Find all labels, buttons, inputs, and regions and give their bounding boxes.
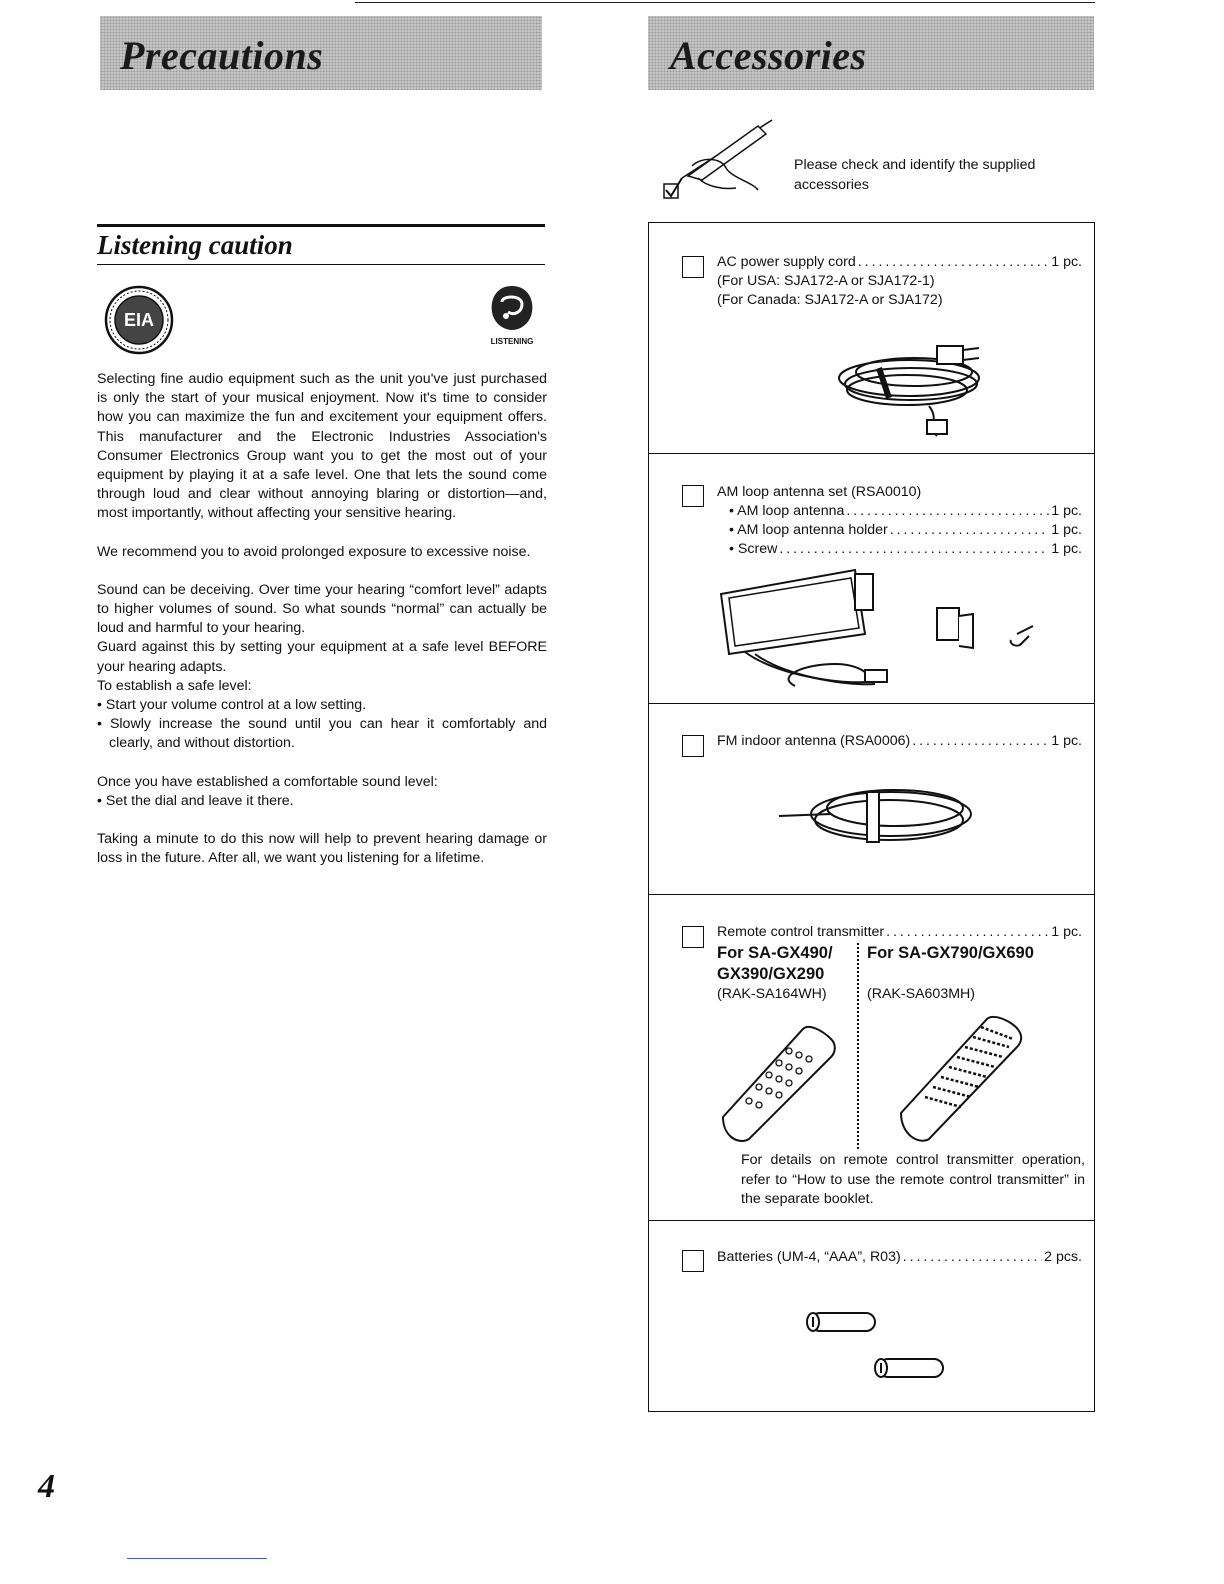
remote-small-illustration: [719, 1021, 839, 1145]
fm-line: [717, 732, 1082, 751]
heading-rule-bottom: [97, 264, 545, 265]
am-item-name: • Screw: [729, 541, 778, 557]
accessory-box-am-antenna: [648, 453, 1095, 703]
remote-checkbox[interactable]: [682, 926, 704, 948]
battery-illustration: [801, 1309, 881, 1335]
fm-antenna-illustration: [771, 776, 991, 860]
accessory-box-fm-antenna: [648, 703, 1095, 894]
paragraph: Sound can be deceiving. Over time your hearing “comfort level” adapts to higher volumes of sound. So what sounds “normal” can actually be loud and harmful to your hearing.: [97, 581, 547, 637]
paragraph: Once you have established a comfortable sound level:: [97, 773, 438, 790]
ac-cord-usa: (For USA: SJA172-A or SJA172-1): [717, 273, 935, 289]
battery-illustration: [869, 1355, 949, 1381]
eia-logo-text: EIA: [123, 310, 155, 330]
fm-name: FM indoor antenna (RSA0006): [717, 733, 911, 749]
paragraph: To establish a safe level:: [97, 677, 252, 694]
paragraph: Guard against this by setting your equipment at a safe level BEFORE your hearing adapts.: [97, 639, 547, 675]
am-item-line: [729, 540, 1082, 559]
remote-line: [717, 923, 1082, 942]
am-item-qty: 1 pc.: [1051, 503, 1082, 519]
ac-cord-checkbox[interactable]: [682, 256, 704, 278]
page-number: 4: [38, 1468, 55, 1505]
batteries-line: [717, 1248, 1082, 1267]
remote-right-part: (RAK-SA603MH): [867, 986, 976, 1002]
paragraph: We recommend you to avoid prolonged exposure to excessive noise.: [97, 543, 531, 560]
precautions-banner: [100, 16, 542, 90]
accessory-box-batteries: [648, 1220, 1095, 1412]
eia-logo: [103, 284, 175, 356]
am-set-title: AM loop antenna set (RSA0010): [717, 484, 922, 500]
am-item-name: • AM loop antenna holder: [729, 522, 888, 538]
accessories-intro: Please check and identify the supplied accessories: [794, 157, 1036, 193]
am-item-line: [729, 502, 1082, 521]
remote-left-part: (RAK-SA164WH): [717, 986, 827, 1002]
am-item-qty: 1 pc.: [1051, 541, 1082, 557]
listening-body: [97, 370, 547, 887]
fm-antenna-checkbox[interactable]: [682, 735, 704, 757]
remote-right-model: For SA-GX790/GX690: [867, 944, 1034, 962]
batteries-name: Batteries (UM-4, “AAA”, R03): [717, 1249, 901, 1265]
am-item-line: [729, 521, 1082, 540]
precautions-title: Precautions: [120, 33, 324, 78]
pen-check-icon: [662, 116, 782, 206]
ac-cord-line: [717, 253, 1082, 272]
bullet-item: • Start your volume control at a low setting.: [97, 697, 367, 714]
accessory-box-remote: [648, 894, 1095, 1220]
am-item-name: • AM loop antenna: [729, 503, 845, 519]
bullet-item: • Slowly increase the sound until you can hear it comfortably and clearly, and without distortion.: [97, 716, 547, 752]
remote-qty: 1 pc.: [1051, 924, 1082, 940]
remote-left-model-1: For SA-GX490/: [717, 944, 833, 962]
listening-logo: [484, 282, 540, 354]
remote-note: For details on remote control transmitter operation, refer to “How to use the remote control transmitter” in the separate booklet.: [741, 1152, 1085, 1207]
accessory-box-ac-cord: [648, 222, 1095, 453]
ac-cord-illustration: [819, 328, 1019, 443]
remote-divider: [857, 943, 859, 1149]
listening-caution-heading: Listening caution: [97, 230, 293, 260]
batteries-qty: 2 pcs.: [1044, 1249, 1082, 1265]
batteries-checkbox[interactable]: [682, 1250, 704, 1272]
paragraph: Selecting fine audio equipment such as the unit you've just purchased is only the start of your musical enjoyment. Now it's time to consider how you can maximize the fun and excitement your equipment offers. This manufacturer and the Electronic Industries Association's Consumer Electronics Group want you to get the most out of your equipment by playing it at a safe level. One that lets the sound come through loud and clear without annoying blaring or distortion—and, most importantly, without affecting your sensitive hearing.: [97, 371, 547, 522]
top-rule: [355, 2, 1095, 3]
footer-rule: [127, 1558, 267, 1559]
remote-name: Remote control transmitter: [717, 924, 885, 940]
paragraph: Taking a minute to do this now will help to prevent hearing damage or loss in the future. After all, we want you listening for a lifetime.: [97, 831, 547, 867]
remote-large-illustration: [895, 1013, 1025, 1145]
listening-logo-text: LISTENING: [490, 337, 534, 346]
heading-rule-top: [97, 224, 545, 227]
accessories-title: Accessories: [670, 33, 867, 78]
fm-qty: 1 pc.: [1051, 733, 1082, 749]
accessories-banner: [648, 16, 1094, 90]
bullet-item: • Set the dial and leave it there.: [97, 792, 294, 809]
ac-cord-qty: 1 pc.: [1051, 254, 1082, 270]
remote-left-model-2: GX390/GX290: [717, 965, 825, 983]
am-item-qty: 1 pc.: [1051, 522, 1082, 538]
am-antenna-illustration: [715, 564, 1045, 699]
am-antenna-checkbox[interactable]: [682, 485, 704, 507]
ac-cord-canada: (For Canada: SJA172-A or SJA172): [717, 292, 943, 308]
ac-cord-name: AC power supply cord: [717, 254, 856, 270]
